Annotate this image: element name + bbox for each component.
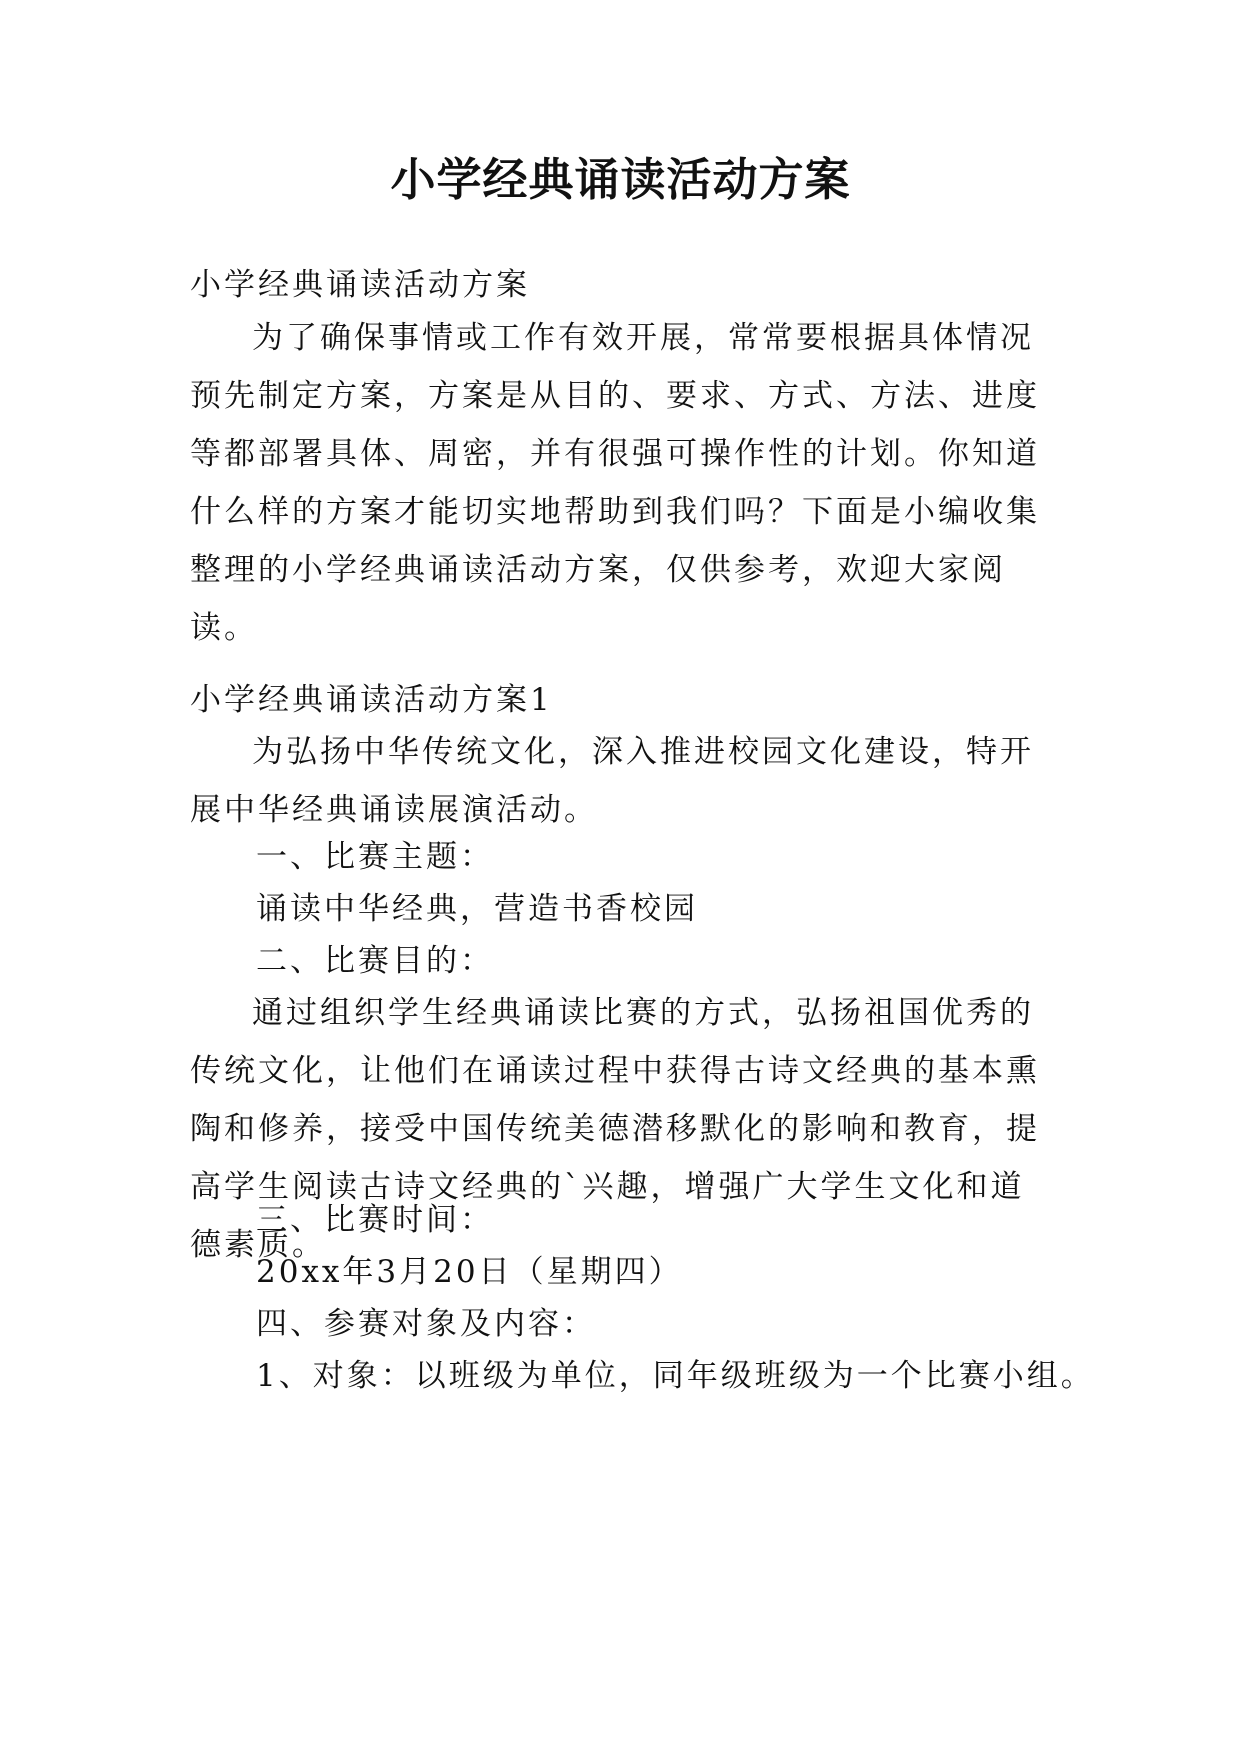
item4-text: 1、对象：以班级为单位，同年级班级为一个比赛小组。 — [256, 1358, 1095, 1394]
document-title: 小学经典诵读活动方案 — [390, 153, 851, 206]
item2-paragraph: 通过组织学生经典诵读比赛的方式，弘扬祖国优秀的传统文化，让他们在诵读过程中获得古诗文经典的基本熏陶和修养，接受中国传统美德潜移默化的影响和教育，提高学生阅读古诗文经典的`兴趣，增强广大学生文化和道德素质。 — [190, 995, 1040, 1263]
section1-heading: 小学经典诵读活动方案1 — [190, 682, 553, 718]
item4-heading: 四、参赛对象及内容： — [256, 1306, 596, 1342]
item3-heading: 三、比赛时间： — [256, 1202, 494, 1238]
intro-paragraph: 为了确保事情或工作有效开展，常常要根据具体情况预先制定方案，方案是从目的、要求、方式、方法、进度等都部署具体、周密，并有很强可操作性的计划。你知道什么样的方案才能切实地帮助到我们吗？下面是小编收集整理的小学经典诵读活动方案，仅供参考，欢迎大家阅读。 — [190, 320, 1040, 646]
section1-paragraph: 为弘扬中华传统文化，深入推进校园文化建设，特开展中华经典诵读展演活动。 — [190, 734, 1034, 828]
item1-heading: 一、比赛主题： — [256, 839, 494, 875]
item2-heading: 二、比赛目的： — [256, 943, 494, 979]
item1-text: 诵读中华经典，营造书香校园 — [256, 891, 698, 927]
item3-text: 20xx年3月20日（星期四） — [256, 1254, 683, 1290]
intro-heading: 小学经典诵读活动方案 — [190, 267, 530, 303]
